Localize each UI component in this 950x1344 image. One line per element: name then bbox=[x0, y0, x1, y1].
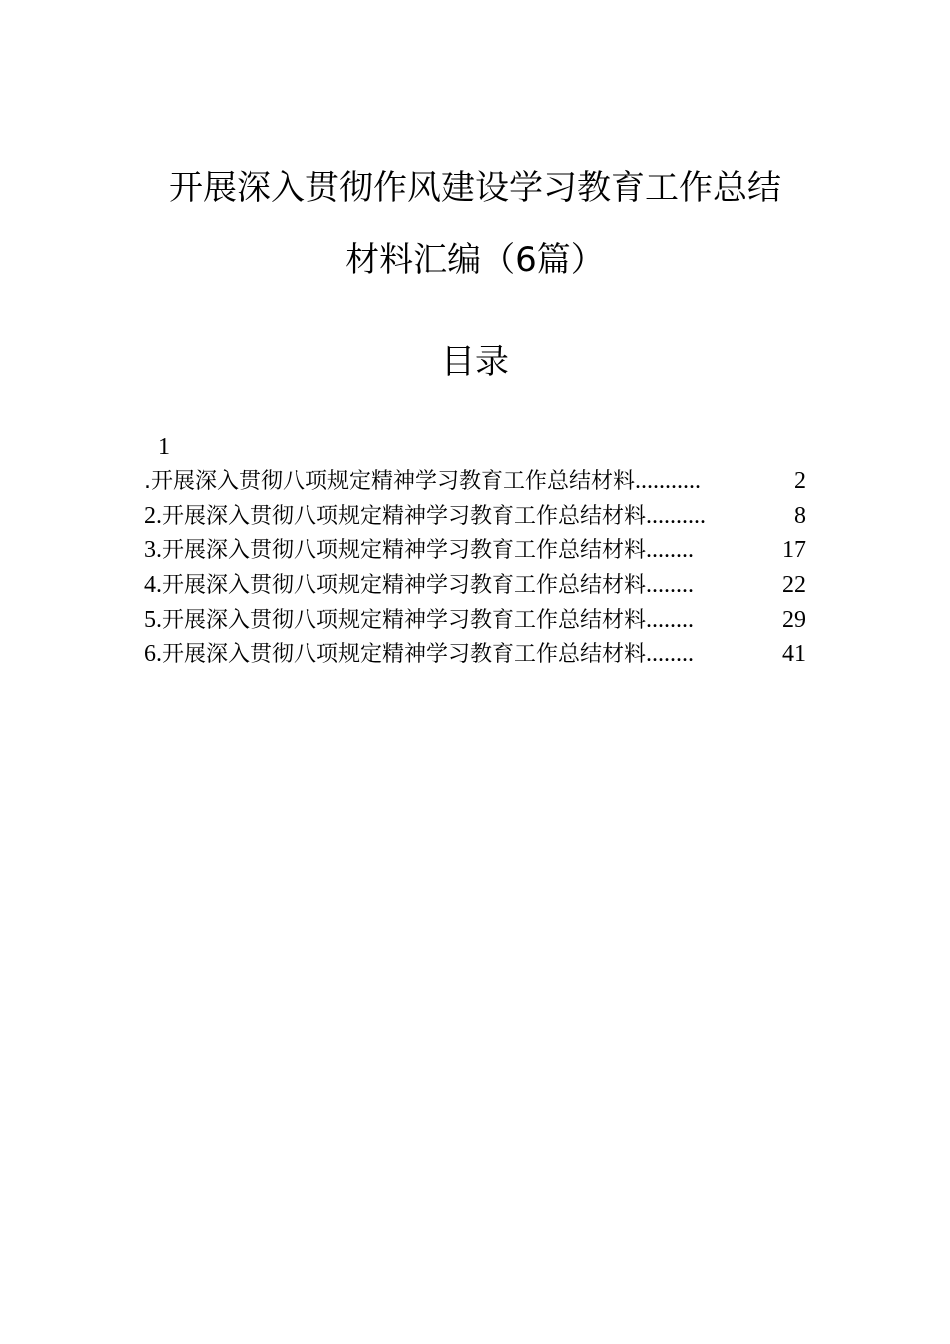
toc-entry-6-page: 41 bbox=[782, 641, 806, 668]
toc-entry-6-number: 6. bbox=[144, 641, 162, 668]
toc-entry-4-leader: ........ bbox=[646, 572, 695, 599]
toc-entry-3-number: 3. bbox=[144, 537, 162, 564]
table-of-contents bbox=[144, 430, 806, 672]
toc-entry-2-page: 8 bbox=[794, 502, 806, 529]
toc-entry-2[interactable] bbox=[144, 499, 806, 534]
toc-entry-3-page: 17 bbox=[782, 537, 806, 564]
toc-entry-2-number: 2. bbox=[144, 502, 162, 529]
toc-entry-1-page: 2 bbox=[794, 468, 806, 494]
toc-entry-5[interactable] bbox=[144, 603, 806, 638]
toc-entry-3-leader: ........ bbox=[646, 537, 695, 564]
document-title-line-2: 材料汇编（6篇） bbox=[345, 240, 605, 280]
toc-entry-4[interactable] bbox=[144, 568, 806, 603]
toc-entry-1[interactable] bbox=[144, 464, 806, 499]
toc-entry-5-page: 29 bbox=[782, 606, 806, 633]
toc-heading: 目录 bbox=[441, 342, 509, 382]
toc-entry-1-number: 1 bbox=[158, 434, 170, 460]
toc-entry-2-title: 开展深入贯彻八项规定精神学习教育工作总结材料 bbox=[162, 503, 647, 529]
toc-entry-1-title: .开展深入贯彻八项规定精神学习教育工作总结材料 bbox=[144, 469, 635, 494]
toc-entry-5-number: 5. bbox=[144, 606, 162, 633]
toc-entry-3-title: 开展深入贯彻八项规定精神学习教育工作总结材料 bbox=[162, 538, 647, 564]
toc-entry-5-leader: ........ bbox=[646, 606, 695, 633]
toc-entry-6-title: 开展深入贯彻八项规定精神学习教育工作总结材料 bbox=[162, 642, 647, 668]
toc-entry-3[interactable] bbox=[144, 533, 806, 568]
toc-entry-6[interactable] bbox=[144, 637, 806, 672]
toc-entry-6-leader: ........ bbox=[646, 641, 695, 668]
toc-entry-4-number: 4. bbox=[144, 572, 162, 599]
toc-entry-1-leader: ........... bbox=[635, 468, 701, 494]
toc-entry-4-title: 开展深入贯彻八项规定精神学习教育工作总结材料 bbox=[162, 573, 647, 599]
toc-entry-4-page: 22 bbox=[782, 572, 806, 599]
toc-entry-2-leader: .......... bbox=[646, 502, 707, 529]
document-title-line-1: 开展深入贯彻作风建设学习教育工作总结 bbox=[169, 168, 781, 208]
toc-entry-5-title: 开展深入贯彻八项规定精神学习教育工作总结材料 bbox=[162, 607, 647, 633]
